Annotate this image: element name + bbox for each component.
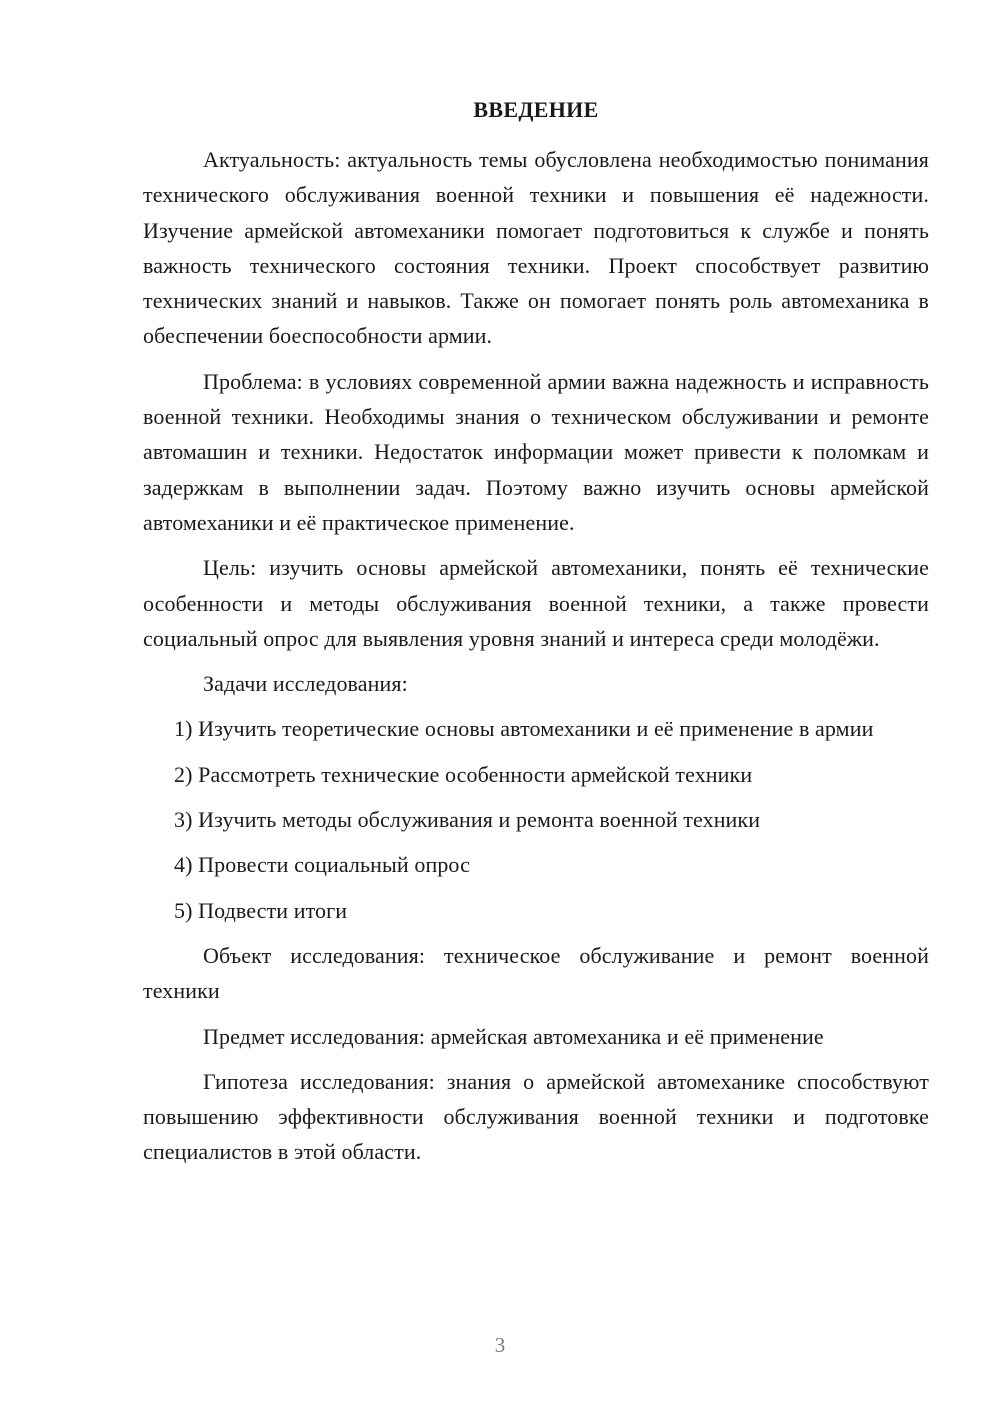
tasks-list <box>143 711 929 927</box>
goal-paragraph: Цель: изучить основы армейской автомеханики, понять её технические особенности и методы обслуживания военной техники, а также провести социальный опрос для выявления уровня знаний и интереса среди молодёжи. <box>143 555 929 651</box>
research-object-paragraph: Объект исследования: техническое обслуживание и ремонт военной техники <box>143 942 929 1004</box>
task-item-3: 3) Изучить методы обслуживания и ремонта военной техники <box>174 807 761 833</box>
task-item-4: 4) Провести социальный опрос <box>174 852 470 878</box>
page-number: 3 <box>494 1333 506 1357</box>
task-item-2: 2) Рассмотреть технические особенности армейской техники <box>174 761 753 787</box>
hypothesis-paragraph: Гипотеза исследования: знания о армейской автомеханике способствуют повышению эффективности обслуживания военной техники и подготовке специалистов в этой области. <box>143 1068 929 1165</box>
relevance-paragraph: Актуальность: актуальность темы обусловлена необходимостью понимания технического обслуживания военной техники и повышения её надежности. Изучение армейской автомеханики помогает подготовиться к службе и понять важность технического состояния техники. Проект способствует развитию технических знаний и навыков. Также он помогает понять роль автомеханика в обеспечении боеспособности армии. <box>143 147 929 349</box>
task-item-1: 1) Изучить теоретические основы автомеханики и её применение в армии <box>174 716 874 742</box>
section-title: ВВЕДЕНИЕ <box>473 97 599 122</box>
tasks-heading: Задачи исследования: <box>203 671 408 697</box>
problem-paragraph: Проблема: в условиях современной армии важна надежность и исправность военной техники. Необходимы знания о техническом обслуживании и ремонте автомашин и техники. Недостаток информации может привести к поломкам и задержкам в выполнении задач. Поэтому важно изучить основы армейской автомеханики и её практическое применение. <box>143 368 929 535</box>
research-subject-paragraph: Предмет исследования: армейская автомеханика и её применение <box>203 1023 824 1049</box>
document-page <box>143 94 929 1180</box>
task-item-5: 5) Подвести итоги <box>174 897 348 923</box>
